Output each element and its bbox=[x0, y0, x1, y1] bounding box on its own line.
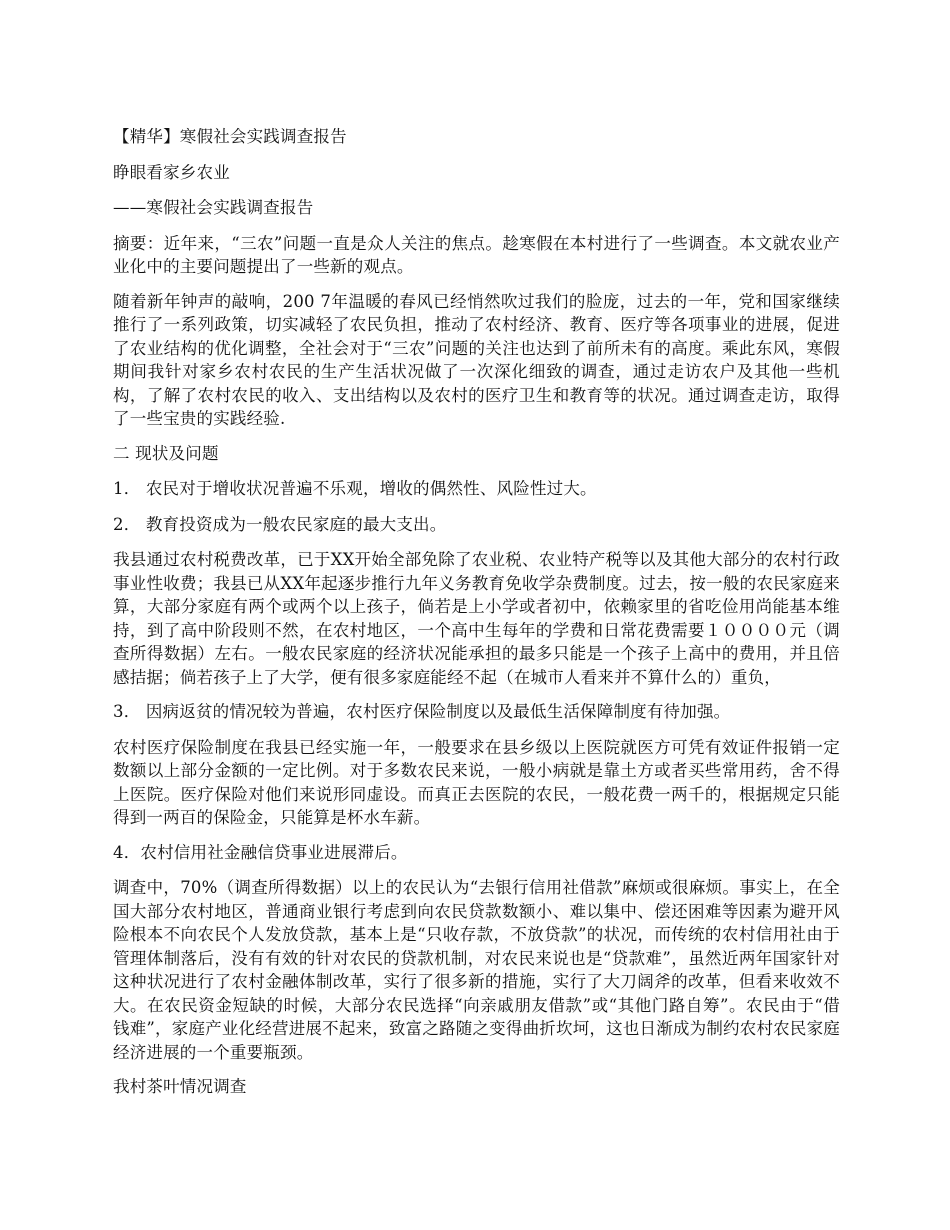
list-item-2: 2． 教育投资成为一般农民家庭的最大支出。 bbox=[113, 514, 447, 534]
intro-paragraph: 随着新年钟声的敲响，200 7年温暖的春风已经悄然吹过我们的脸庞，过去的一年，党和国家继续推行了一系列政策，切实减轻了农民负担，推动了农村经济、教育、医疗等各项事业的进展，促进了农业结构的优化调整，全社会对于“三农”问题的关注也达到了前所未有的高度。乘此东风，寒假期间我针对家乡农村农民的生产生活状况做了一次深化细致的调查，通过走访农户及其他一些机构，了解了农村农民的收入、支出结构以及农村的医疗卫生和教育等的状况。通过调查走访，取得了一些宝贵的实践经验. bbox=[113, 291, 840, 428]
list-item-4: 4．农村信用社金融信贷事业进展滞后。 bbox=[113, 842, 408, 862]
document-subtitle: 睁眼看家乡农业 bbox=[113, 162, 230, 182]
document-body bbox=[113, 125, 840, 1111]
medical-paragraph: 农村医疗保险制度在我县已经实施一年，一般要求在县乡级以上医院就医方可凭有效证件报销一定数额以上部分金额的一定比例。对于多数农民来说，一般小病就是靠土方或者买些常用药，舍不得上医院。医疗保险对他们来说形同虚设。而真正去医院的农民，一般花费一两千的，根据规定只能得到一两百的保险金，只能算是杯水车薪。 bbox=[113, 737, 840, 827]
tea-survey-heading: 我村茶叶情况调查 bbox=[113, 1077, 247, 1096]
education-paragraph: 我县通过农村税费改革，已于XX开始全部免除了农业税、农业特产税等以及其他大部分的农村行政事业性收费；我县已从XX年起逐步推行九年义务教育免收学杂费制度。过去，按一般的农民家庭来算，大部分家庭有两个或两个以上孩子，倘若是上小学或者初中，依赖家里的省吃俭用尚能基本维持，到了高中阶段则不然，在农村地区，一个高中生每年的学费和日常花费需要１００００元（调查所得数据）左右。一般农民家庭的经济状况能承担的最多只能是一个孩子上高中的费用，并且倍感拮据；倘若孩子上了大学，便有很多家庭能经不起（在城市人看来并不算什么的）重负， bbox=[113, 550, 840, 687]
credit-paragraph: 调查中，70%（调查所得数据）以上的农民认为“去银行信用社借款”麻烦或很麻烦。事实上，在全国大部分农村地区，普通商业银行考虑到向农民贷款数额小、难以集中、偿还困难等因素为避开风险根本不向农民个人发放贷款，基本上是“只收存款，不放贷款”的状况，而传统的农村信用社由于管理体制落后，没有有效的针对农民的贷款机制，对农民来说也是“贷款难”，虽然近两年国家针对这种状况进行了农村金融体制改革，实行了很多新的措施，实行了大刀阔斧的改革，但看来收效不大。在农民资金短缺的时候，大部分农民选择“向亲戚朋友借款”或“其他门路自筹”。农民由于“借钱难”，家庭产业化经营进展不起来，致富之路随之变得曲折坎坷，这也日渐成为制约农村农民家庭经济进展的一个重要瓶颈。 bbox=[113, 878, 840, 1062]
list-item-1: 1． 农民对于增收状况普遍不乐观，增收的偶然性、风险性过大。 bbox=[113, 479, 597, 498]
section-heading: 二 现状及问题 bbox=[113, 443, 219, 463]
document-title: 【精华】寒假社会实践调查报告 bbox=[113, 127, 347, 146]
abstract-paragraph: 摘要：近年来，“三农”问题一直是众人关注的焦点。趁寒假在本村进行了一些调查。本文就农业产业化中的主要问题提出了一些新的观点。 bbox=[113, 233, 840, 276]
document-subsubtitle: ——寒假社会实践调查报告 bbox=[113, 198, 314, 217]
list-item-3: 3． 因病返贫的情况较为普遍，农村医疗保险制度以及最低生活保障制度有待加强。 bbox=[113, 702, 731, 721]
